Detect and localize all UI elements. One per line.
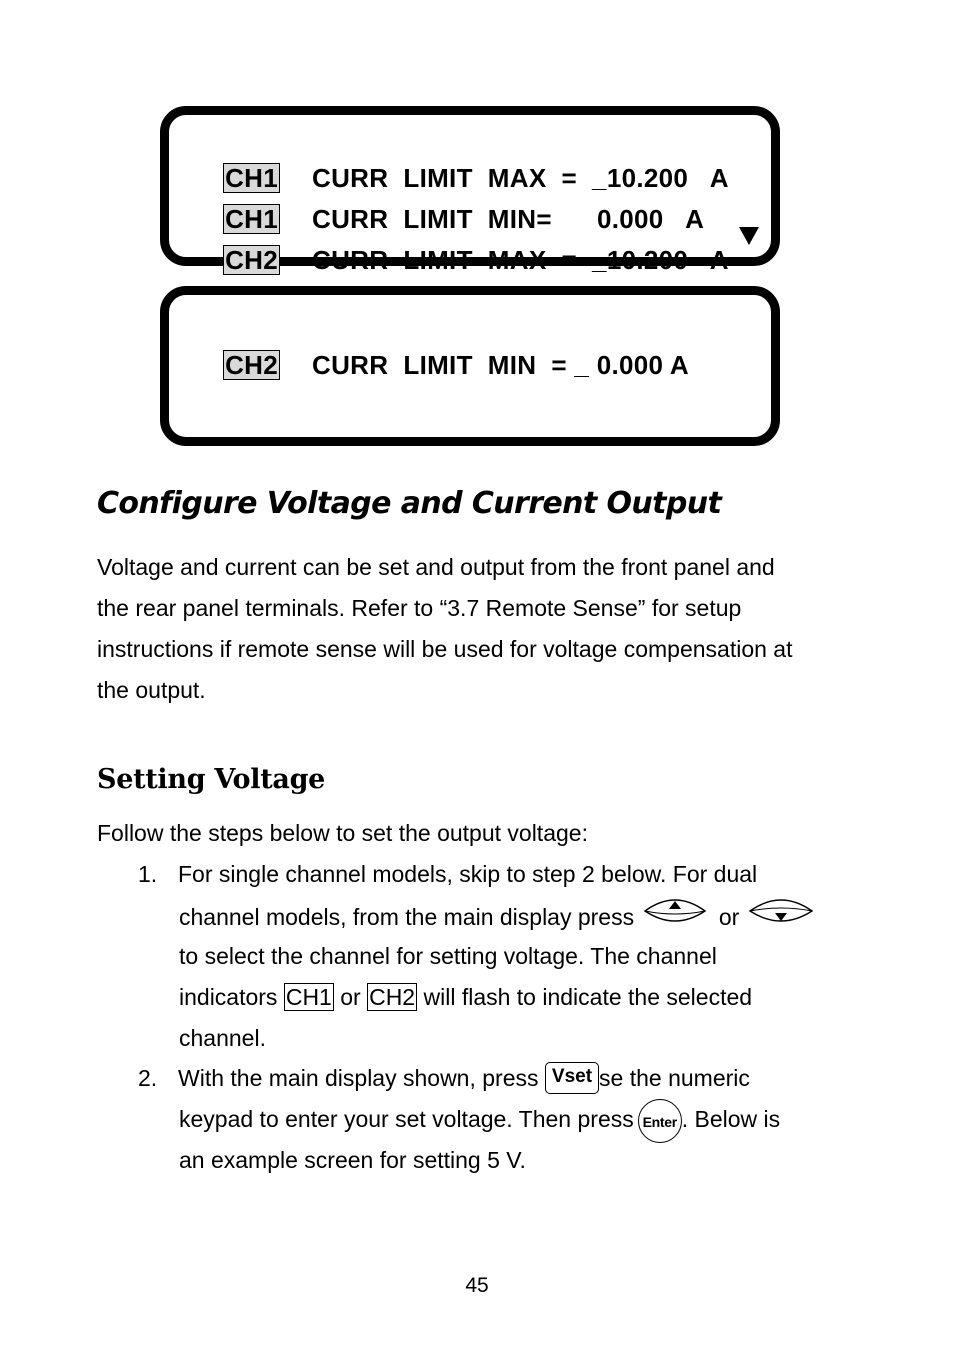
subsection-title: Setting Voltage [97,764,326,795]
paragraph-line: the output. [97,677,206,703]
lcd-row-text: CURR LIMIT MAX = _10.200 A [312,163,729,194]
list-item [138,1058,750,1099]
paragraph-line: the rear panel terminals. Refer to “3.7 Remote Sense” for setup [97,595,742,621]
channel-indicator: CH1 [225,204,279,235]
step-line [179,897,814,938]
channel-indicator: CH2 [225,350,279,381]
step-text: channel models, from the main display press [179,904,635,930]
ch2-indicator: CH2 [369,984,416,1010]
lcd-row-text: CURR LIMIT MIN= 0.000 A [312,204,705,235]
lcd-row-text: CURR LIMIT MIN = _ 0.000 A [312,350,689,381]
step-text: With the main display shown, press [178,1065,539,1091]
step-text: or [718,904,740,930]
step-text: an example screen for setting 5 V. [179,1147,526,1173]
step-text: indicators [179,984,278,1010]
step-text: channel. [179,1025,266,1051]
step-line [179,977,752,1018]
paragraph-line: instructions if remote sense will be used for voltage compensation at [97,636,793,662]
step-text: . Below is [681,1106,781,1133]
step-text: to select the channel for setting voltage. The channel [179,943,717,969]
channel-indicator: CH1 [225,163,279,194]
step-text: For single channel models, skip to step 2 below. For dual [178,861,758,887]
enter-key: Enter [638,1099,682,1143]
step-text: will flash to indicate the selected [423,984,753,1010]
lcd-display-current-limits [160,106,780,276]
step-number: 2. [138,1065,158,1091]
step-text: se the numeric [599,1065,750,1091]
lcd-row-text: CURR LIMIT MAX = _10.200 A [312,245,729,276]
lcd-row [193,128,729,194]
step-text: or [340,984,361,1010]
down-triangle-icon [739,227,759,245]
up-arrow-key-icon [643,897,707,927]
step-line [179,1099,780,1143]
paragraph-line: Voltage and current can be set and output from the front panel and [97,554,775,580]
step-text: keypad to enter your set voltage. Then press [179,1106,634,1133]
step-number: 1. [138,861,158,887]
channel-indicator: CH2 [225,245,279,276]
vset-key: Vset [545,1062,599,1094]
lcd-row [193,315,689,381]
down-arrow-key-icon [748,897,814,927]
page-number: 45 [465,1274,489,1297]
lcd-display-ch2-min [160,286,780,446]
section-title: Configure Voltage and Current Output [97,486,722,521]
intro-text: Follow the steps below to set the output voltage: [97,820,588,846]
ch1-indicator: CH1 [285,984,332,1010]
list-item [138,854,757,895]
lcd-row [193,169,705,235]
lcd-row [193,210,729,276]
